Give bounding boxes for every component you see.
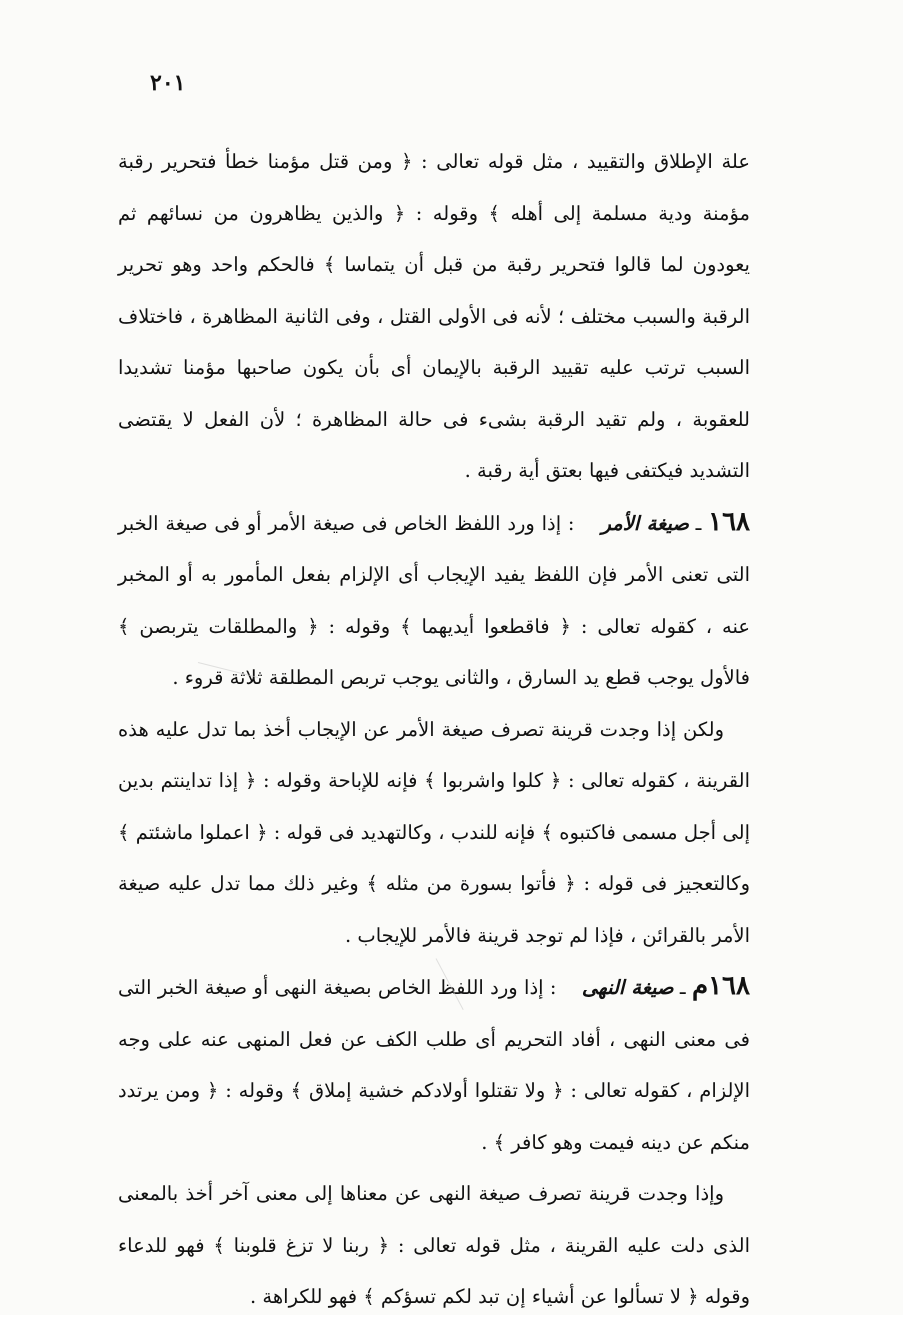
page-number: ٢٠١ [150,70,186,96]
section-number: ١٦٨م [691,971,750,1001]
paragraph-3-text: ولكن إذا وجدت قرينة تصرف صيغة الأمر عن الإيجاب أخذ بما تدل عليه هذه القرينة ، كقوله تعالى : ﴿ كلوا واشربوا ﴾ فإنه للإباحة وقوله : ﴿ إذا تداينتم بدين إلى أجل مسمى فاكتبوه ﴾ فإنه للندب ، وكالتهديد فى قوله : ﴿ اعملوا ماشئتم ﴾ وكالتعجيز فى قوله : ﴿ فأتوا بسورة من مثله ﴾ وغير ذلك مما تدل عليه صيغة الأمر بالقرائن ، فإذا لم توجد قرينة فالأمر للإيجاب . [118,717,750,947]
heading-dash: ـ [673,976,686,999]
section-title: صيغة الأمر [601,511,689,535]
section-spacer [563,976,576,999]
section-spacer [581,512,595,535]
heading-dash: ـ [688,511,702,535]
section-168-text: : إذا ورد اللفظ الخاص فى صيغة الأمر أو فى صيغة الخبر التى تعنى الأمر فإن اللفظ يفيد الإيجاب أى الإلزام بفعل المأمور به أو المخبر عنه ، كقوله تعالى : ﴿ فاقطعوا أيديهما ﴾ وقوله : ﴿ والمطلقات يتربصن ﴾ فالأول يوجب قطع يد السارق ، والثانى يوجب تربص المطلقة ثلاثة قروء . [118,511,750,689]
section-168m-prohibition-form [118,961,750,1168]
section-title: صيغة النهى [581,976,674,999]
paragraph-5-text: وإذا وجدت قرينة تصرف صيغة النهى عن معناها إلى معنى آخر أخذ بالمعنى الذى دلت عليه القرينة ، مثل قوله تعالى : ﴿ ربنا لا تزغ قلوبنا ﴾ فهو للدعاء وقوله ﴿ لا تسألوا عن أشياء إن تبد لكم تسؤكم ﴾ فهو للكراهة . [118,1182,750,1308]
section-number: ١٦٨ [708,506,751,537]
paragraph-5 [118,1168,750,1323]
paragraph-3 [118,704,750,962]
body-text [118,136,750,1323]
paragraph-1 [118,136,750,497]
paragraph-1-text: علة الإطلاق والتقييد ، مثل قوله تعالى : ﴿ ومن قتل مؤمنا خطأ فتحرير رقبة مؤمنة ودية مسلمة إلى أهله ﴾ وقوله : ﴿ والذين يظاهرون من نسائهم ثم يعودون لما قالوا فتحرير رقبة من قبل أن يتماسا ﴾ فالحكم واحد وهو تحرير الرقبة والسبب مختلف ؛ لأنه فى الأولى القتل ، وفى الثانية المظاهرة ، فاختلاف السبب ترتب عليه تقييد الرقبة بالإيمان أى بأن يكون صاحبها مؤمنا تشديدا للعقوبة ، ولم تقيد الرقبة بشىء فى حالة المظاهرة ؛ لأن الفعل لا يقتضى التشديد فيكتفى فيها بعتق أية رقبة . [118,150,750,482]
section-168m-text: : إذا ورد اللفظ الخاص بصيغة النهى أو صيغة الخبر التى فى معنى النهى ، أفاد التحريم أى طلب الكف عن فعل المنهى عنه على وجه الإلزام ، كقوله تعالى : ﴿ ولا تقتلوا أولادكم خشية إملاق ﴾ وقوله : ﴿ ومن يرتدد منكم عن دينه فيمت وهو كافر ﴾ . [118,976,750,1154]
section-168-command-form [118,497,750,704]
